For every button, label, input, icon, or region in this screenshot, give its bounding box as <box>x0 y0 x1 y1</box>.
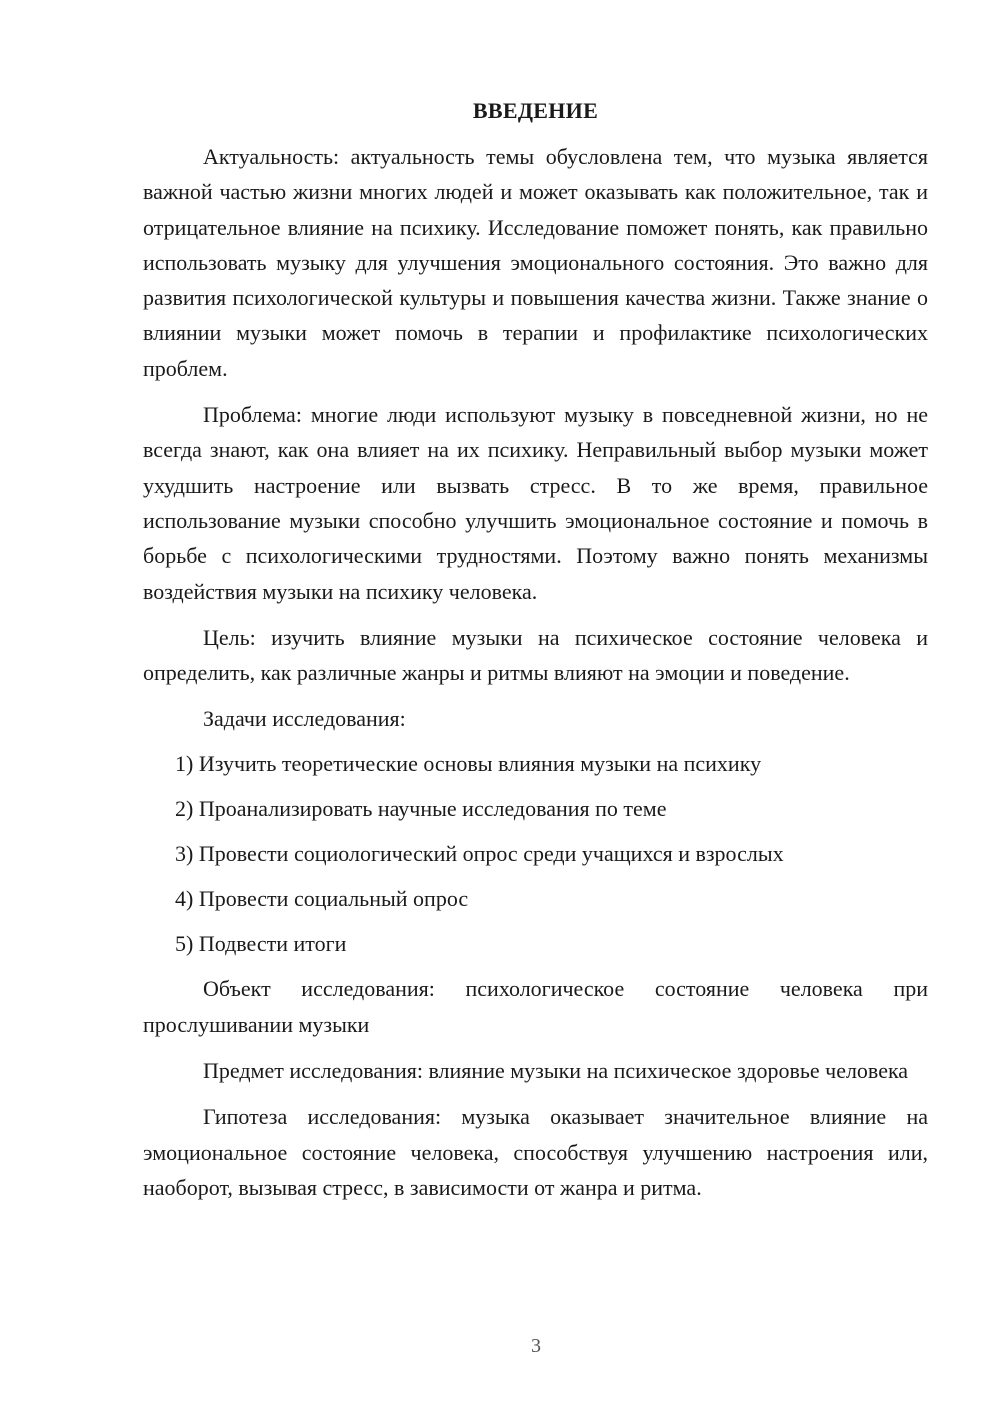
document-body <box>143 97 928 1216</box>
hypothesis-paragraph: Гипотеза исследования: музыка оказывает значительное влияние на эмоциональное состояние человека, способствуя улучшению настроения или, наоборот, вызывая стресс, в зависимости от жанра и ритма. <box>143 1104 928 1200</box>
tasks-list <box>143 746 928 961</box>
page-number: 3 <box>531 1335 541 1357</box>
problem-paragraph: Проблема: многие люди используют музыку в повседневной жизни, но не всегда знают, как она влияет на их психику. Неправильный выбор музыки может ухудшить настроение или вызвать стресс. В то же время, правильное использование музыки способно улучшить эмоциональное состояние и помочь в борьбе с психологическими трудностями. Поэтому важно понять механизмы воздействия музыки на психику человека. <box>143 402 928 604</box>
page-title: ВВЕДЕНИЕ <box>472 98 599 123</box>
list-item: 2) Проанализировать научные исследования по теме <box>175 796 667 822</box>
goal-paragraph: Цель: изучить влияние музыки на психическое состояние человека и определить, как различные жанры и ритмы влияют на эмоции и поведение. <box>143 624 928 686</box>
tasks-title: Задачи исследования: <box>203 706 406 732</box>
list-item: 3) Провести социологический опрос среди учащихся и взрослых <box>175 841 784 867</box>
subject-paragraph: Предмет исследования: влияние музыки на психическое здоровье человека <box>203 1058 909 1084</box>
list-item: 4) Провести социальный опрос <box>175 886 469 912</box>
list-item: 5) Подвести итоги <box>175 931 347 957</box>
object-paragraph: Объект исследования: психологическое состояние человека при прослушивании музыки <box>143 976 928 1037</box>
list-item: 1) Изучить теоретические основы влияния музыки на психику <box>175 751 762 777</box>
relevance-paragraph: Актуальность: актуальность темы обусловлена тем, что музыка является важной частью жизни многих людей и может оказывать как положительное, так и отрицательное влияние на психику. Исследование поможет понять, как правильно использовать музыку для улучшения эмоционального состояния. Это важно для развития психологической культуры и повышения качества жизни. Также знание о влиянии музыки может помочь в терапии и профилактике психологических проблем. <box>143 144 928 381</box>
